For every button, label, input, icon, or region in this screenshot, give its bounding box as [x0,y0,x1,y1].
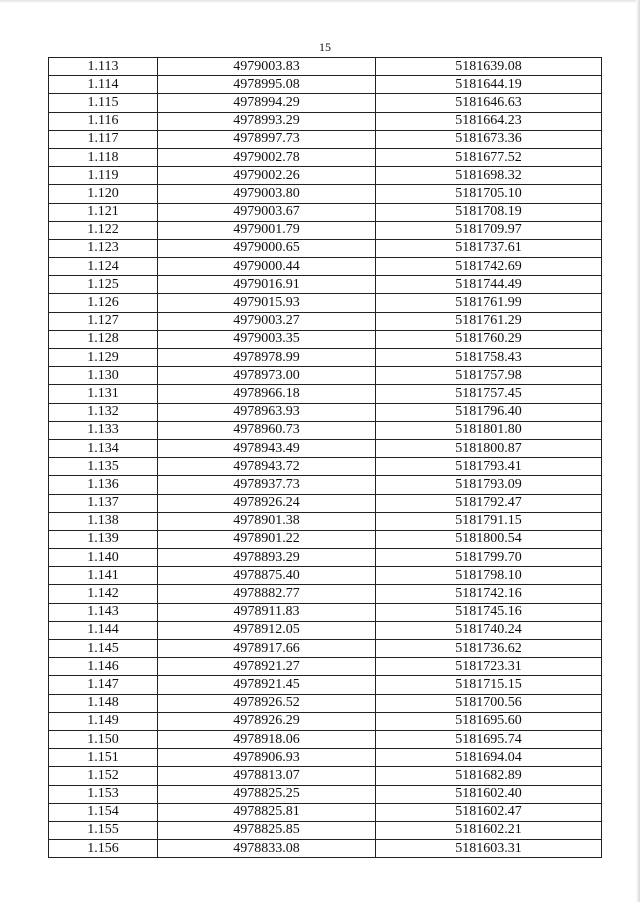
table-row [49,294,602,312]
point-number-cell: 1.115 [49,94,158,112]
y-coordinate-cell: 5181694.04 [376,749,602,767]
point-number-cell: 1.156 [49,840,158,858]
x-coordinate-cell: 4979001.79 [158,221,376,239]
table-row [49,185,602,203]
table-row [49,821,602,839]
point-number-cell: 1.140 [49,549,158,567]
x-coordinate-cell: 4978973.00 [158,367,376,385]
y-coordinate-cell: 5181708.19 [376,203,602,221]
x-coordinate-cell: 4979003.27 [158,312,376,330]
table-row [49,167,602,185]
table-row [49,421,602,439]
y-coordinate-cell: 5181602.47 [376,803,602,821]
y-coordinate-cell: 5181742.69 [376,258,602,276]
y-coordinate-cell: 5181761.99 [376,294,602,312]
x-coordinate-cell: 4978911.83 [158,603,376,621]
y-coordinate-cell: 5181760.29 [376,330,602,348]
table-row [49,403,602,421]
y-coordinate-cell: 5181698.32 [376,167,602,185]
table-row [49,130,602,148]
table-row [49,385,602,403]
table-row [49,239,602,257]
table-row [49,221,602,239]
x-coordinate-cell: 4978901.22 [158,530,376,548]
x-coordinate-cell: 4978926.29 [158,712,376,730]
x-coordinate-cell: 4978906.93 [158,749,376,767]
y-coordinate-cell: 5181757.45 [376,385,602,403]
x-coordinate-cell: 4979003.35 [158,330,376,348]
x-coordinate-cell: 4978825.85 [158,821,376,839]
point-number-cell: 1.135 [49,458,158,476]
y-coordinate-cell: 5181801.80 [376,421,602,439]
y-coordinate-cell: 5181796.40 [376,403,602,421]
x-coordinate-cell: 4978963.93 [158,403,376,421]
x-coordinate-cell: 4978978.99 [158,349,376,367]
y-coordinate-cell: 5181602.40 [376,785,602,803]
y-coordinate-cell: 5181723.31 [376,658,602,676]
point-number-cell: 1.139 [49,530,158,548]
table-row [49,730,602,748]
y-coordinate-cell: 5181700.56 [376,694,602,712]
point-number-cell: 1.124 [49,258,158,276]
x-coordinate-cell: 4978960.73 [158,421,376,439]
x-coordinate-cell: 4979016.91 [158,276,376,294]
point-number-cell: 1.114 [49,76,158,94]
point-number-cell: 1.132 [49,403,158,421]
x-coordinate-cell: 4978943.49 [158,439,376,457]
x-coordinate-cell: 4978825.81 [158,803,376,821]
y-coordinate-cell: 5181603.31 [376,840,602,858]
point-number-cell: 1.145 [49,640,158,658]
point-number-cell: 1.141 [49,567,158,585]
table-row [49,439,602,457]
x-coordinate-cell: 4978966.18 [158,385,376,403]
table-row [49,276,602,294]
x-coordinate-cell: 4978912.05 [158,621,376,639]
y-coordinate-cell: 5181745.16 [376,603,602,621]
table-row [49,58,602,76]
point-number-cell: 1.128 [49,330,158,348]
y-coordinate-cell: 5181682.89 [376,767,602,785]
x-coordinate-cell: 4978875.40 [158,567,376,585]
coordinates-table-body [49,58,602,858]
x-coordinate-cell: 4978993.29 [158,112,376,130]
point-number-cell: 1.130 [49,367,158,385]
scan-top-edge [0,0,640,3]
point-number-cell: 1.113 [49,58,158,76]
y-coordinate-cell: 5181664.23 [376,112,602,130]
y-coordinate-cell: 5181757.98 [376,367,602,385]
y-coordinate-cell: 5181709.97 [376,221,602,239]
point-number-cell: 1.150 [49,730,158,748]
point-number-cell: 1.129 [49,349,158,367]
point-number-cell: 1.117 [49,130,158,148]
y-coordinate-cell: 5181744.49 [376,276,602,294]
x-coordinate-cell: 4979003.67 [158,203,376,221]
point-number-cell: 1.131 [49,385,158,403]
table-row [49,476,602,494]
y-coordinate-cell: 5181799.70 [376,549,602,567]
y-coordinate-cell: 5181602.21 [376,821,602,839]
table-row [49,76,602,94]
y-coordinate-cell: 5181695.74 [376,730,602,748]
table-row [49,621,602,639]
table-row [49,458,602,476]
table-row [49,349,602,367]
table-row [49,640,602,658]
x-coordinate-cell: 4979002.78 [158,148,376,166]
point-number-cell: 1.127 [49,312,158,330]
y-coordinate-cell: 5181736.62 [376,640,602,658]
x-coordinate-cell: 4978926.24 [158,494,376,512]
table-row [49,749,602,767]
table-row [49,512,602,530]
table-row [49,694,602,712]
table-row [49,148,602,166]
y-coordinate-cell: 5181673.36 [376,130,602,148]
point-number-cell: 1.138 [49,512,158,530]
y-coordinate-cell: 5181793.09 [376,476,602,494]
table-row [49,712,602,730]
table-row [49,549,602,567]
table-row [49,676,602,694]
point-number-cell: 1.142 [49,585,158,603]
x-coordinate-cell: 4978901.38 [158,512,376,530]
point-number-cell: 1.120 [49,185,158,203]
point-number-cell: 1.118 [49,148,158,166]
point-number-cell: 1.143 [49,603,158,621]
point-number-cell: 1.151 [49,749,158,767]
y-coordinate-cell: 5181644.19 [376,76,602,94]
y-coordinate-cell: 5181742.16 [376,585,602,603]
table-row [49,585,602,603]
y-coordinate-cell: 5181793.41 [376,458,602,476]
y-coordinate-cell: 5181758.43 [376,349,602,367]
y-coordinate-cell: 5181646.63 [376,94,602,112]
x-coordinate-cell: 4978917.66 [158,640,376,658]
x-coordinate-cell: 4978926.52 [158,694,376,712]
page-number: 15 [319,40,331,54]
y-coordinate-cell: 5181792.47 [376,494,602,512]
x-coordinate-cell: 4979015.93 [158,294,376,312]
point-number-cell: 1.152 [49,767,158,785]
table-row [49,94,602,112]
point-number-cell: 1.149 [49,712,158,730]
table-row [49,258,602,276]
point-number-cell: 1.155 [49,821,158,839]
scan-right-edge [636,0,640,902]
table-row [49,785,602,803]
point-number-cell: 1.136 [49,476,158,494]
point-number-cell: 1.121 [49,203,158,221]
x-coordinate-cell: 4979003.83 [158,58,376,76]
y-coordinate-cell: 5181737.61 [376,239,602,257]
point-number-cell: 1.153 [49,785,158,803]
table-row [49,203,602,221]
x-coordinate-cell: 4978893.29 [158,549,376,567]
y-coordinate-cell: 5181715.15 [376,676,602,694]
point-number-cell: 1.137 [49,494,158,512]
table-row [49,767,602,785]
table-row [49,367,602,385]
x-coordinate-cell: 4978943.72 [158,458,376,476]
table-row [49,494,602,512]
table-row [49,658,602,676]
y-coordinate-cell: 5181705.10 [376,185,602,203]
x-coordinate-cell: 4978994.29 [158,94,376,112]
table-row [49,840,602,858]
table-row [49,603,602,621]
point-number-cell: 1.126 [49,294,158,312]
point-number-cell: 1.134 [49,439,158,457]
point-number-cell: 1.122 [49,221,158,239]
point-number-cell: 1.123 [49,239,158,257]
x-coordinate-cell: 4978825.25 [158,785,376,803]
y-coordinate-cell: 5181798.10 [376,567,602,585]
point-number-cell: 1.144 [49,621,158,639]
point-number-cell: 1.147 [49,676,158,694]
y-coordinate-cell: 5181800.87 [376,439,602,457]
x-coordinate-cell: 4978921.27 [158,658,376,676]
x-coordinate-cell: 4979003.80 [158,185,376,203]
x-coordinate-cell: 4978995.08 [158,76,376,94]
x-coordinate-cell: 4978997.73 [158,130,376,148]
table-row [49,112,602,130]
y-coordinate-cell: 5181800.54 [376,530,602,548]
x-coordinate-cell: 4978921.45 [158,676,376,694]
x-coordinate-cell: 4979000.44 [158,258,376,276]
x-coordinate-cell: 4978882.77 [158,585,376,603]
point-number-cell: 1.119 [49,167,158,185]
y-coordinate-cell: 5181761.29 [376,312,602,330]
point-number-cell: 1.154 [49,803,158,821]
table-row [49,312,602,330]
y-coordinate-cell: 5181740.24 [376,621,602,639]
y-coordinate-cell: 5181695.60 [376,712,602,730]
point-number-cell: 1.133 [49,421,158,439]
y-coordinate-cell: 5181677.52 [376,148,602,166]
table-row [49,330,602,348]
table-row [49,803,602,821]
point-number-cell: 1.125 [49,276,158,294]
x-coordinate-cell: 4978937.73 [158,476,376,494]
x-coordinate-cell: 4979002.26 [158,167,376,185]
table-row [49,530,602,548]
x-coordinate-cell: 4978918.06 [158,730,376,748]
table-row [49,567,602,585]
y-coordinate-cell: 5181639.08 [376,58,602,76]
point-number-cell: 1.148 [49,694,158,712]
x-coordinate-cell: 4979000.65 [158,239,376,257]
x-coordinate-cell: 4978833.08 [158,840,376,858]
point-number-cell: 1.116 [49,112,158,130]
x-coordinate-cell: 4978813.07 [158,767,376,785]
point-number-cell: 1.146 [49,658,158,676]
y-coordinate-cell: 5181791.15 [376,512,602,530]
coordinates-table [48,57,602,858]
